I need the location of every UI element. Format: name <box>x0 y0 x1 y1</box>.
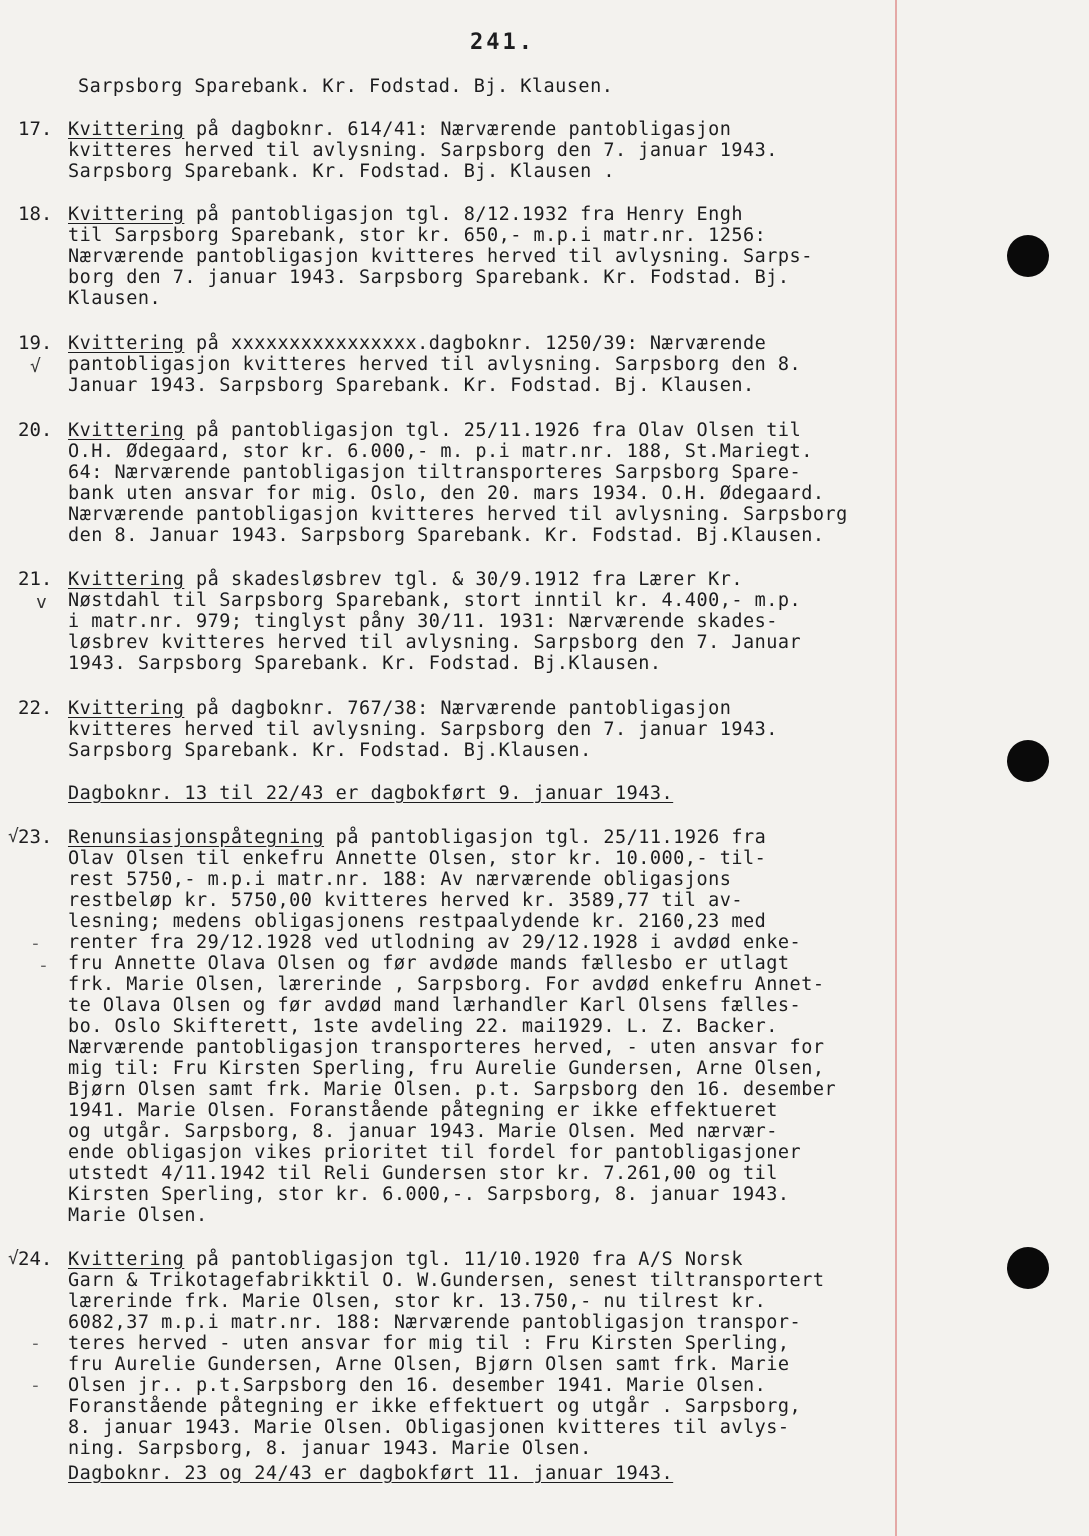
entry-line: mig til: Fru Kirsten Sperling, fru Aurelie Gundersen, Arne Olsen, <box>68 1058 825 1079</box>
entry-line: til Sarpsborg Sparebank, stor kr. 650,- m.p.i matr.nr. 1256: <box>68 225 767 246</box>
entry-line: rest 5750,- m.p.i matr.nr. 188: Av nærværende obligasjons <box>68 869 732 890</box>
entry-line: Nærværende pantobligasjon kvitteres herved til avlysning. Sarpsborg <box>68 504 848 525</box>
punch-hole-icon <box>1007 1247 1049 1289</box>
entry-line: Foranstående påtegning er ikke effektuert og utgår . Sarpsborg, <box>68 1396 802 1417</box>
check-mark-icon: √ <box>8 1248 19 1269</box>
margin-dash: - <box>30 1375 41 1396</box>
margin-dash: - <box>30 933 41 954</box>
entry-line: Bjørn Olsen samt frk. Marie Olsen. p.t. Sarpsborg den 16. desember <box>68 1079 837 1100</box>
entry-line: Kvittering på pantobligasjon tgl. 11/10.1920 fra A/S Norsk <box>68 1249 744 1270</box>
entry-line: O.H. Ødegaard, stor kr. 6.000,- m. p.i matr.nr. 188, St.Mariegt. <box>68 441 813 462</box>
entry-line: Garn & Trikotagefabrikktil O. W.Gundersen, senest tiltransportert <box>68 1270 825 1291</box>
entry-line: bank uten ansvar for mig. Oslo, den 20. mars 1934. O.H. Ødegaard. <box>68 483 825 504</box>
entry-line: Kvittering på pantobligasjon tgl. 25/11.1926 fra Olav Olsen til <box>68 420 802 441</box>
entry-line: te Olava Olsen og før avdød mand lærhandler Karl Olsens fælles- <box>68 995 802 1016</box>
entry-keyword: Kvittering <box>68 333 185 354</box>
entry-line: borg den 7. januar 1943. Sarpsborg Sparebank. Kr. Fodstad. Bj. <box>68 267 790 288</box>
entry-line: 6082,37 m.p.i matr.nr. 188: Nærværende pantobligasjon transpor- <box>68 1312 802 1333</box>
dagbok-line: Dagboknr. 13 til 22/43 er dagbokført 9. januar 1943. <box>68 783 674 804</box>
entry-line: ning. Sarpsborg, 8. januar 1943. Marie Olsen. <box>68 1438 592 1459</box>
entry-number: 21. <box>18 568 53 590</box>
entry-number: 18. <box>18 203 53 225</box>
check-mark-icon: √ <box>8 826 19 847</box>
entry-line: ende obligasjon vikes prioritet til fordel for pantobligasjoner <box>68 1142 802 1163</box>
punch-hole-icon <box>1007 740 1049 782</box>
entry-keyword: Kvittering <box>68 119 185 140</box>
entry-line: Klausen. <box>68 288 162 309</box>
check-mark-icon: v <box>36 592 47 613</box>
entry-line: Kvittering på xxxxxxxxxxxxxxxx.dagboknr. 1250/39: Nærværende <box>68 333 767 354</box>
entry-line: 1943. Sarpsborg Sparebank. Kr. Fodstad. Bj.Klausen. <box>68 653 662 674</box>
entry-line: fru Annette Olava Olsen og før avdøde mands fællesbo er utlagt <box>68 953 790 974</box>
entry-number: 17. <box>18 118 53 140</box>
entry-line: Nøstdahl til Sarpsborg Sparebank, stort inntil kr. 4.400,- m.p. <box>68 590 802 611</box>
entry-line: 8. januar 1943. Marie Olsen. Obligasjonen kvitteres til avlys- <box>68 1417 790 1438</box>
entry-number: 22. <box>18 697 53 719</box>
entry-line: den 8. Januar 1943. Sarpsborg Sparebank. Kr. Fodstad. Bj.Klausen. <box>68 525 825 546</box>
entry-line: 64: Nærværende pantobligasjon tiltransporteres Sarpsborg Spare- <box>68 462 802 483</box>
entry-line: lesning; medens obligasjonens restpaalydende kr. 2160,23 med <box>68 911 767 932</box>
entry-line: teres herved - uten ansvar for mig til : Fru Kirsten Sperling, <box>68 1333 790 1354</box>
entry-keyword: Renunsiasjonspåtegning <box>68 827 325 848</box>
entry-line: Nærværende pantobligasjon transporteres herved, - uten ansvar for <box>68 1037 825 1058</box>
entry-line: Kvittering på skadesløsbrev tgl. & 30/9.1912 fra Lærer Kr. <box>68 569 744 590</box>
margin-rule <box>895 0 897 1536</box>
dagbok-line: Dagboknr. 23 og 24/43 er dagbokført 11. januar 1943. <box>68 1463 674 1484</box>
entry-line: kvitteres herved til avlysning. Sarpsborg den 7. januar 1943. <box>68 140 778 161</box>
entry-line: Olav Olsen til enkefru Annette Olsen, stor kr. 10.000,- til- <box>68 848 767 869</box>
margin-dash: - <box>30 1333 41 1354</box>
entry-line: fru Aurelie Gundersen, Arne Olsen, Bjørn Olsen samt frk. Marie <box>68 1354 790 1375</box>
entry-line: restbeløp kr. 5750,00 kvitteres herved kr. 3589,77 til av- <box>68 890 744 911</box>
check-mark-icon: √ <box>30 356 41 377</box>
entry-line: utstedt 4/11.1942 til Reli Gundersen stor kr. 7.261,00 og til <box>68 1163 778 1184</box>
entry-line: Marie Olsen. <box>68 1205 208 1226</box>
entry-line: Olsen jr.. p.t.Sarpsborg den 16. desember 1941. Marie Olsen. <box>68 1375 767 1396</box>
entry-line: 1941. Marie Olsen. Foranstående påtegning er ikke effektueret <box>68 1100 778 1121</box>
entry-keyword: Kvittering <box>68 569 185 590</box>
entry-line: Renunsiasjonspåtegning på pantobligasjon tgl. 25/11.1926 fra <box>68 827 767 848</box>
entry-line: kvitteres herved til avlysning. Sarpsborg den 7. januar 1943. <box>68 719 778 740</box>
entry-line: Kirsten Sperling, stor kr. 6.000,-. Sarpsborg, 8. januar 1943. <box>68 1184 790 1205</box>
entry-line: Kvittering på dagboknr. 767/38: Nærværende pantobligasjon <box>68 698 732 719</box>
entry-keyword: Kvittering <box>68 204 185 225</box>
punch-hole-icon <box>1007 235 1049 277</box>
entry-number: 19. <box>18 332 53 354</box>
entry-number: 23. <box>18 826 53 848</box>
entry-line: i matr.nr. 979; tinglyst påny 30/11. 1931: Nærværende skades- <box>68 611 778 632</box>
entry-keyword: Kvittering <box>68 1249 185 1270</box>
entry-line: Kvittering på dagboknr. 614/41: Nærværende pantobligasjon <box>68 119 732 140</box>
entry-keyword: Kvittering <box>68 698 185 719</box>
page-number: 241. <box>470 30 535 55</box>
entry-line: Sarpsborg Sparebank. Kr. Fodstad. Bj. Klausen . <box>68 161 615 182</box>
entry-number: 20. <box>18 419 53 441</box>
entry-line: Nærværende pantobligasjon kvitteres herved til avlysning. Sarps- <box>68 246 813 267</box>
entry-line: renter fra 29/12.1928 ved utlodning av 29/12.1928 i avdød enke- <box>68 932 802 953</box>
header-line: Sarpsborg Sparebank. Kr. Fodstad. Bj. Klausen. <box>78 76 614 97</box>
entry-line: Sarpsborg Sparebank. Kr. Fodstad. Bj.Klausen. <box>68 740 592 761</box>
entry-line: frk. Marie Olsen, lærerinde , Sarpsborg. For avdød enkefru Annet- <box>68 974 825 995</box>
entry-number: 24. <box>18 1248 53 1270</box>
entry-line: Kvittering på pantobligasjon tgl. 8/12.1932 fra Henry Engh <box>68 204 744 225</box>
entry-line: løsbrev kvitteres herved til avlysning. Sarpsborg den 7. Januar <box>68 632 802 653</box>
entry-line: og utgår. Sarpsborg, 8. januar 1943. Marie Olsen. Med nærvær- <box>68 1121 778 1142</box>
entry-line: bo. Oslo Skifterett, 1ste avdeling 22. mai1929. L. Z. Backer. <box>68 1016 778 1037</box>
entry-line: Januar 1943. Sarpsborg Sparebank. Kr. Fodstad. Bj. Klausen. <box>68 375 755 396</box>
entry-line: pantobligasjon kvitteres herved til avlysning. Sarpsborg den 8. <box>68 354 802 375</box>
entry-keyword: Kvittering <box>68 420 185 441</box>
entry-line: lærerinde frk. Marie Olsen, stor kr. 13.750,- nu tilrest kr. <box>68 1291 767 1312</box>
margin-dash: - <box>38 955 49 976</box>
